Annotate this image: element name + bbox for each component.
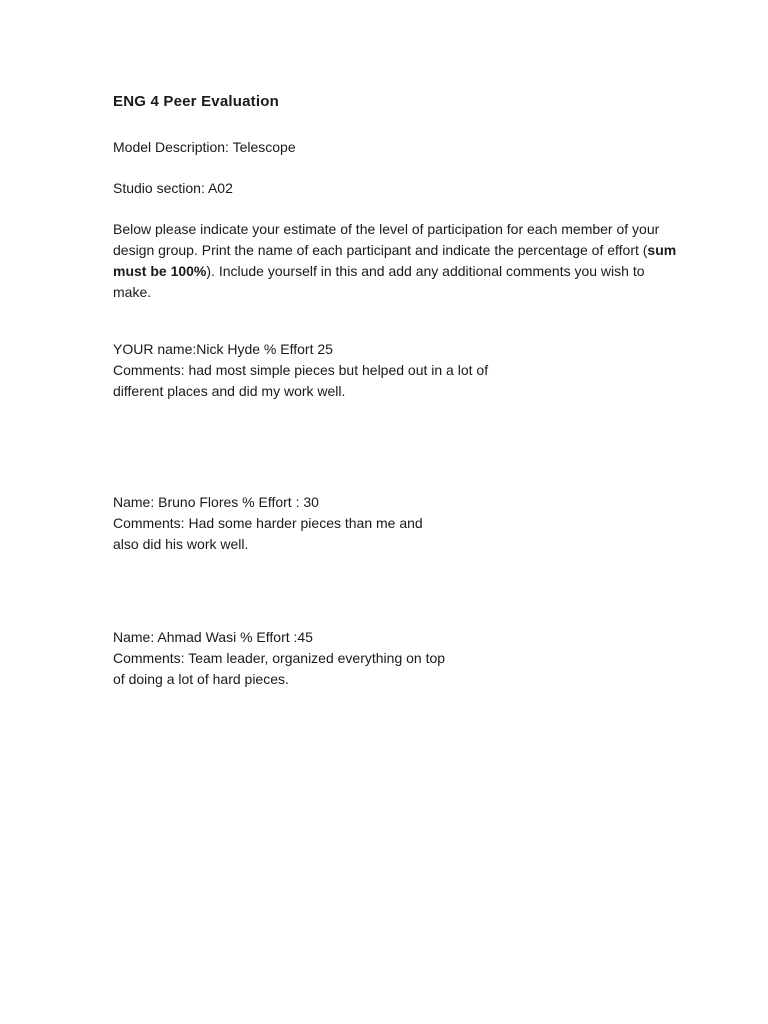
entry-comment-line: different places and did my work well. xyxy=(113,383,346,399)
document-title: ENG 4 Peer Evaluation xyxy=(113,93,279,110)
entry-comment-line: also did his work well. xyxy=(113,536,249,552)
instructions-text-1: Below please indicate your estimate of the level of participation for each member of your design group. Print the name of each participant and indicate the percentage of effort ( xyxy=(113,221,660,258)
entry-comment-line: of doing a lot of hard pieces. xyxy=(113,671,289,687)
entry-name-line: Name: Bruno Flores % Effort : 30 xyxy=(113,494,319,510)
model-description: Model Description: Telescope xyxy=(113,139,296,155)
evaluation-entry-3 xyxy=(113,627,445,690)
entry-comment-line: Comments: had most simple pieces but helped out in a lot of xyxy=(113,362,489,378)
instructions-bold: sum must be 100% xyxy=(113,242,677,279)
studio-section: Studio section: A02 xyxy=(113,180,233,196)
entry-comment-line: Comments: Team leader, organized everything on top xyxy=(113,650,446,666)
evaluation-entry-2 xyxy=(113,492,423,555)
entry-comment-line: Comments: Had some harder pieces than me and xyxy=(113,515,423,531)
instructions-text-2: ). Include yourself in this and add any additional comments you wish to make. xyxy=(113,263,645,300)
entry-name-line: YOUR name:Nick Hyde % Effort 25 xyxy=(113,341,333,357)
evaluation-entry-self xyxy=(113,339,488,402)
entry-name-line: Name: Ahmad Wasi % Effort :45 xyxy=(113,629,313,645)
instructions-paragraph xyxy=(113,219,683,303)
